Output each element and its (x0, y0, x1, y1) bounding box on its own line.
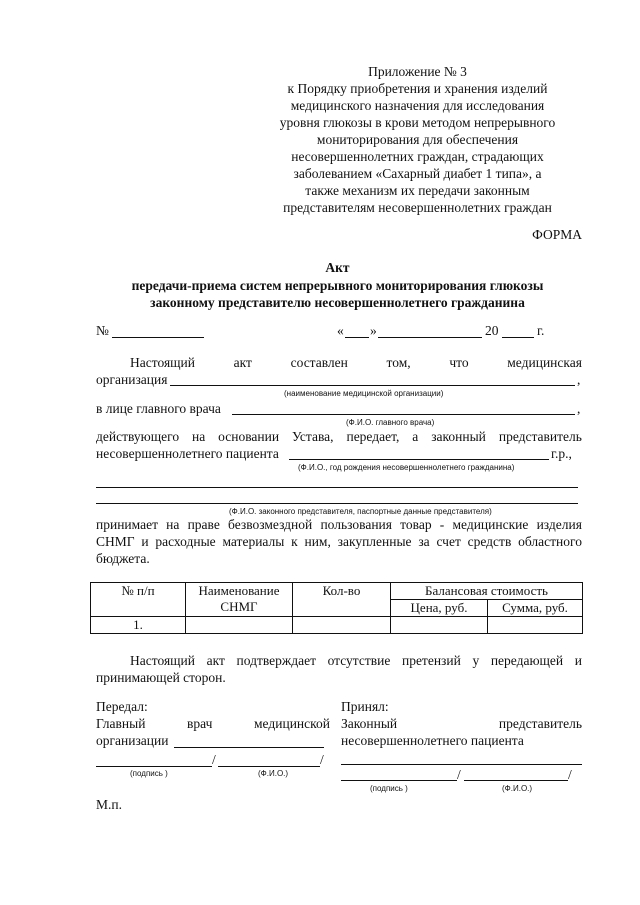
right-slash: / (457, 767, 461, 782)
word: - (439, 517, 445, 532)
chief-name-field[interactable] (232, 414, 575, 415)
word: медицинской (254, 716, 330, 731)
appendix-line: заболеванием «Сахарный диабет 1 типа», а (293, 166, 542, 181)
word: Устава, (291, 429, 334, 444)
left-sign-heading: Передал: (96, 699, 148, 714)
word: медицинские (452, 517, 529, 532)
act-number-label: № (96, 323, 109, 338)
word: Главный (96, 716, 146, 731)
appendix-line: медицинского назначения для исследования (290, 98, 545, 113)
right-name-caption: (Ф.И.О.) (502, 784, 533, 793)
col-header-sum: Сумма, руб. (488, 600, 583, 617)
word: Законный (341, 716, 398, 731)
stamp-place: М.п. (96, 797, 122, 812)
word: изделия (536, 517, 582, 532)
left-slash-end: / (320, 752, 324, 767)
word: претензий (401, 653, 461, 668)
appendix-line: уровня глюкозы в крови методом непрерывного (279, 115, 556, 130)
left-name-field[interactable] (218, 766, 320, 767)
row-name-cell[interactable] (186, 617, 293, 634)
left-signature-field[interactable] (96, 766, 212, 767)
left-sign-role (96, 716, 330, 732)
word: товар (400, 517, 432, 532)
word: представитель (498, 429, 582, 444)
act-title: Акт (325, 260, 350, 275)
act-number-field[interactable] (112, 337, 204, 338)
appendix-line: также механизм их передачи законным (305, 183, 530, 198)
appendix-line: представителям несовершеннолетних граждан (283, 200, 552, 215)
appendix-line: мониторирования для обеспечения (316, 132, 519, 147)
right-sign-patient-label: несовершеннолетнего пациента (341, 733, 524, 748)
patient-caption: (Ф.И.О., год рождения несовершеннолетнего гражданина) (298, 463, 515, 472)
col-header-balance: Балансовая стоимость (391, 583, 583, 600)
accept-line (96, 517, 582, 533)
left-sign-caption: (подпись ) (130, 769, 168, 778)
left-sign-org-label: организации (96, 733, 169, 748)
word: передает, (346, 429, 400, 444)
word: праве (187, 517, 220, 532)
col-header-name-line: СНМГ (220, 599, 258, 614)
col-header-name (186, 583, 293, 617)
word: действующего (96, 429, 180, 444)
date-year-prefix: 20 (485, 323, 499, 338)
word: пользования (320, 517, 392, 532)
right-signature-field[interactable] (341, 780, 457, 781)
org-comma: , (577, 372, 581, 387)
right-sign-caption: (подпись ) (370, 784, 408, 793)
left-name-caption: (Ф.И.О.) (258, 769, 289, 778)
col-header-name-line: Наименование (198, 583, 280, 598)
col-header-no: № п/п (91, 583, 186, 617)
accept-line-end: бюджета. (96, 551, 150, 566)
word: отсутствие (327, 653, 391, 668)
word: что (449, 355, 469, 370)
word: а (412, 429, 419, 444)
word: к (291, 534, 298, 549)
row-qty-cell[interactable] (293, 617, 391, 634)
confirm-line-end: принимающей сторон. (96, 670, 226, 685)
word: акт (206, 653, 225, 668)
word: у (472, 653, 480, 668)
left-org-field[interactable] (174, 747, 324, 748)
patient-label: несовершеннолетнего пациента (96, 446, 279, 461)
date-quote-close: » (370, 323, 377, 338)
right-sign-heading: Принял: (341, 699, 389, 714)
right-rep-field[interactable] (341, 764, 582, 765)
patient-name-field[interactable] (289, 459, 549, 460)
word: Настоящий (130, 653, 196, 668)
representative-field-2[interactable] (96, 503, 578, 504)
act-subtitle: передачи-приема систем непрерывного мониторирования глюкозы (131, 278, 544, 293)
word: на (192, 429, 206, 444)
word: составлен (290, 355, 348, 370)
word: акт (233, 355, 252, 370)
representative-field-1[interactable] (96, 487, 578, 488)
date-month-field[interactable] (378, 337, 482, 338)
form-label: ФОРМА (532, 227, 582, 242)
word: ним, (304, 534, 331, 549)
word: Настоящий (130, 355, 196, 370)
date-year-field[interactable] (502, 337, 534, 338)
word: принимает (96, 517, 158, 532)
word: законный (431, 429, 486, 444)
word: областного (518, 534, 582, 549)
chief-label: в лице главного врача (96, 401, 221, 416)
date-year-suffix: г. (537, 323, 545, 338)
right-sign-role (341, 716, 582, 732)
patient-suffix: г.р., (551, 446, 572, 461)
word: СНМГ (96, 534, 135, 549)
row-no-cell: 1. (91, 617, 186, 634)
intro-line (130, 355, 582, 371)
row-sum-cell[interactable] (488, 617, 583, 634)
word: средств (467, 534, 512, 549)
row-price-cell[interactable] (391, 617, 488, 634)
word: безвозмездной (228, 517, 313, 532)
basis-line (96, 429, 582, 445)
word: расходные (155, 534, 216, 549)
appendix-line: несовершеннолетних граждан, страдающих (291, 149, 544, 164)
representative-caption: (Ф.И.О. законного представителя, паспортные данные представителя) (229, 507, 492, 516)
word: подтверждает (236, 653, 316, 668)
confirm-line (130, 653, 582, 669)
word: и (574, 653, 582, 668)
col-header-qty: Кол-во (293, 583, 391, 617)
word: за (418, 534, 430, 549)
appendix-title: Приложение № 3 (368, 64, 467, 79)
word: счет (436, 534, 461, 549)
word: представитель (498, 716, 582, 731)
chief-caption: (Ф.И.О. главного врача) (346, 418, 435, 427)
word: врач (187, 716, 213, 731)
items-table (90, 582, 583, 634)
org-caption: (наименование медицинской организации) (284, 389, 444, 398)
right-slash-end: / (568, 767, 572, 782)
chief-comma: , (577, 401, 581, 416)
word: на (166, 517, 180, 532)
word: медицинская (507, 355, 582, 370)
act-subtitle: законному представителю несовершеннолетнего гражданина (150, 295, 525, 310)
word: основании (218, 429, 280, 444)
word: материалы (222, 534, 285, 549)
word: передающей (490, 653, 564, 668)
accept-line (96, 534, 582, 550)
word: закупленные (337, 534, 412, 549)
left-slash: / (212, 752, 216, 767)
date-day-field[interactable] (345, 337, 369, 338)
org-label: организация (96, 372, 168, 387)
word: том, (386, 355, 411, 370)
right-name-field[interactable] (464, 780, 568, 781)
word: и (141, 534, 149, 549)
table-row (91, 617, 583, 634)
org-name-field[interactable] (170, 385, 575, 386)
col-header-price: Цена, руб. (391, 600, 488, 617)
date-quote-open: « (337, 323, 344, 338)
appendix-line: к Порядку приобретения и хранения изделий (287, 81, 548, 96)
